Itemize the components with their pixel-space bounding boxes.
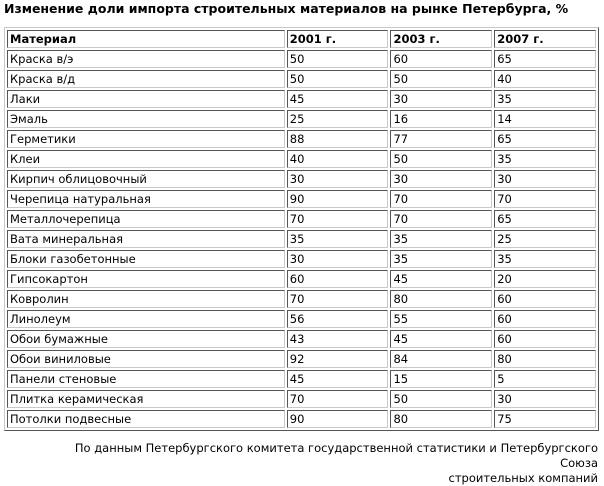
cell-2007: 35 bbox=[494, 150, 596, 168]
cell-2001: 30 bbox=[287, 250, 389, 268]
table-row bbox=[7, 310, 596, 328]
cell-2007: 30 bbox=[494, 170, 596, 188]
table-row bbox=[7, 130, 596, 148]
cell-2007: 5 bbox=[494, 370, 596, 388]
table-row bbox=[7, 190, 596, 208]
table-row bbox=[7, 350, 596, 368]
cell-2001: 43 bbox=[287, 330, 389, 348]
cell-2007: 80 bbox=[494, 350, 596, 368]
cell-2003: 45 bbox=[390, 330, 492, 348]
header-material: Материал bbox=[7, 30, 285, 48]
cell-material: Клеи bbox=[7, 150, 285, 168]
table-row bbox=[7, 230, 596, 248]
cell-2007: 65 bbox=[494, 50, 596, 68]
table-row bbox=[7, 50, 596, 68]
cell-2003: 84 bbox=[390, 350, 492, 368]
cell-material: Краска в/д bbox=[7, 70, 285, 88]
table-row bbox=[7, 330, 596, 348]
cell-2001: 70 bbox=[287, 390, 389, 408]
cell-2007: 75 bbox=[494, 410, 596, 428]
table-row bbox=[7, 290, 596, 308]
cell-material: Гипсокартон bbox=[7, 270, 285, 288]
cell-2003: 16 bbox=[390, 110, 492, 128]
cell-2001: 56 bbox=[287, 310, 389, 328]
cell-2007: 35 bbox=[494, 250, 596, 268]
cell-2007: 60 bbox=[494, 310, 596, 328]
cell-2007: 60 bbox=[494, 330, 596, 348]
cell-2001: 60 bbox=[287, 270, 389, 288]
source-note-line-1: По данным Петербургского комитета государственной статистики и Петербургского Союза bbox=[74, 441, 598, 470]
cell-2001: 25 bbox=[287, 110, 389, 128]
cell-2007: 65 bbox=[494, 210, 596, 228]
table-row bbox=[7, 370, 596, 388]
cell-2003: 35 bbox=[390, 250, 492, 268]
cell-2003: 77 bbox=[390, 130, 492, 148]
cell-2001: 90 bbox=[287, 190, 389, 208]
cell-2007: 30 bbox=[494, 390, 596, 408]
table-row bbox=[7, 90, 596, 108]
cell-2007: 70 bbox=[494, 190, 596, 208]
cell-2007: 65 bbox=[494, 130, 596, 148]
header-year-2001: 2001 г. bbox=[287, 30, 389, 48]
cell-2007: 35 bbox=[494, 90, 596, 108]
cell-material: Вата минеральная bbox=[7, 230, 285, 248]
cell-2001: 50 bbox=[287, 70, 389, 88]
cell-2007: 14 bbox=[494, 110, 596, 128]
cell-2003: 70 bbox=[390, 210, 492, 228]
cell-material: Обои бумажные bbox=[7, 330, 285, 348]
header-year-2003: 2003 г. bbox=[390, 30, 492, 48]
cell-2003: 35 bbox=[390, 230, 492, 248]
cell-2003: 15 bbox=[390, 370, 492, 388]
table-row bbox=[7, 170, 596, 188]
cell-2003: 70 bbox=[390, 190, 492, 208]
cell-2003: 30 bbox=[390, 170, 492, 188]
cell-2001: 70 bbox=[287, 210, 389, 228]
cell-material: Герметики bbox=[7, 130, 285, 148]
cell-material: Линолеум bbox=[7, 310, 285, 328]
cell-material: Металлочерепица bbox=[7, 210, 285, 228]
cell-material: Ковролин bbox=[7, 290, 285, 308]
page-title: Изменение доли импорта строительных материалов на рынке Петербурга, % bbox=[4, 1, 569, 16]
cell-2001: 35 bbox=[287, 230, 389, 248]
cell-2003: 80 bbox=[390, 410, 492, 428]
cell-2001: 70 bbox=[287, 290, 389, 308]
import-share-table bbox=[4, 27, 599, 431]
table-row bbox=[7, 390, 596, 408]
cell-2001: 30 bbox=[287, 170, 389, 188]
cell-2003: 45 bbox=[390, 270, 492, 288]
cell-2001: 88 bbox=[287, 130, 389, 148]
cell-2001: 50 bbox=[287, 50, 389, 68]
table-row bbox=[7, 270, 596, 288]
table-body bbox=[7, 50, 596, 428]
cell-material: Черепица натуральная bbox=[7, 190, 285, 208]
cell-2003: 30 bbox=[390, 90, 492, 108]
cell-material: Плитка керамическая bbox=[7, 390, 285, 408]
source-note-line-2: строительных компаний bbox=[448, 471, 598, 485]
table-row bbox=[7, 110, 596, 128]
cell-2007: 25 bbox=[494, 230, 596, 248]
cell-2001: 45 bbox=[287, 370, 389, 388]
cell-material: Потолки подвесные bbox=[7, 410, 285, 428]
cell-material: Эмаль bbox=[7, 110, 285, 128]
cell-material: Лаки bbox=[7, 90, 285, 108]
cell-2001: 90 bbox=[287, 410, 389, 428]
cell-2003: 55 bbox=[390, 310, 492, 328]
table-row bbox=[7, 250, 596, 268]
table-row bbox=[7, 150, 596, 168]
table-row bbox=[7, 70, 596, 88]
cell-2003: 80 bbox=[390, 290, 492, 308]
cell-2003: 60 bbox=[390, 50, 492, 68]
cell-2001: 40 bbox=[287, 150, 389, 168]
cell-2003: 50 bbox=[390, 70, 492, 88]
table-header-row bbox=[7, 30, 596, 48]
source-note bbox=[38, 441, 598, 486]
cell-material: Блоки газобетонные bbox=[7, 250, 285, 268]
table-row bbox=[7, 210, 596, 228]
table-row bbox=[7, 410, 596, 428]
cell-2007: 60 bbox=[494, 290, 596, 308]
cell-2003: 50 bbox=[390, 150, 492, 168]
cell-material: Обои виниловые bbox=[7, 350, 285, 368]
cell-2007: 40 bbox=[494, 70, 596, 88]
cell-material: Панели стеновые bbox=[7, 370, 285, 388]
cell-2007: 20 bbox=[494, 270, 596, 288]
cell-2001: 92 bbox=[287, 350, 389, 368]
cell-2001: 45 bbox=[287, 90, 389, 108]
cell-material: Краска в/э bbox=[7, 50, 285, 68]
cell-material: Кирпич облицовочный bbox=[7, 170, 285, 188]
header-year-2007: 2007 г. bbox=[494, 30, 596, 48]
cell-2003: 50 bbox=[390, 390, 492, 408]
